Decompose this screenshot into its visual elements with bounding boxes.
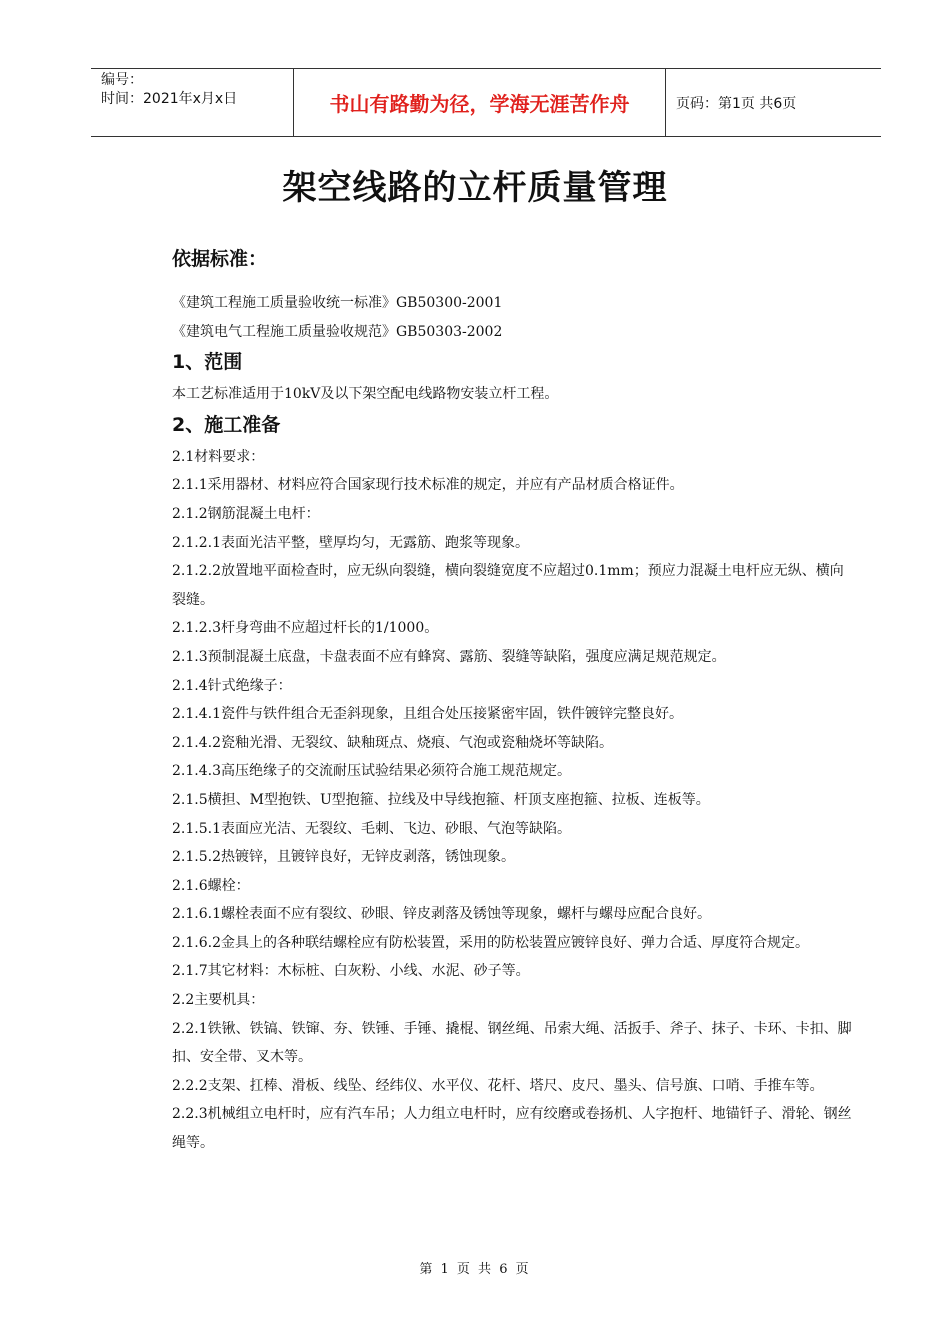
header-motto: 书山有路勤为径，学海无涯苦作舟 [293,69,666,136]
prep-item: 2.1.5.1表面应光洁、无裂纹、毛刺、飞边、砂眼、气泡等缺陷。 [172,820,571,837]
document-body [172,245,852,1158]
page-footer: 第 1 页 共 6 页 [419,1262,531,1277]
header-page-number: 页码：第1页 共6页 [676,95,797,112]
page-header [91,68,881,137]
prep-item: 2.1.5横担、M型抱铁、U型抱箍、拉线及中导线抱箍、杆顶支座抱箍、拉板、连板等。 [172,791,710,808]
prep-item: 2.1.4.3高压绝缘子的交流耐压试验结果必须符合施工规范规定。 [172,763,571,780]
prep-list [172,443,852,1158]
prep-item: 2.2主要机具： [172,992,265,1009]
basis-heading: 依据标准： [172,248,268,270]
prep-item: 2.2.1铁锹、铁镐、铁镩、夯、铁锤、手锤、撬棍、钢丝绳、吊索大绳、活扳手、斧子、抹子、卡环、卡扣、脚扣、安全带、叉木等。 [172,1020,852,1066]
prep-item: 2.1.1采用器材、材料应符合国家现行技术标准的规定，并应有产品材质合格证件。 [172,477,684,494]
prep-item: 2.2.3机械组立电杆时，应有汽车吊；人力组立电杆时，应有绞磨或卷扬机、人字抱杆、地锚钎子、滑轮、钢丝绳等。 [172,1106,852,1152]
prep-item: 2.2.2支架、扛棒、滑板、线坠、经纬仪、水平仪、花杆、塔尺、皮尺、墨头、信号旗、口哨、手推车等。 [172,1077,824,1094]
basis-item: 《建筑电气工程施工质量验收规范》GB50303-2002 [172,323,503,340]
document-time-label: 时间：2021年x月x日 [101,91,238,107]
prep-item: 2.1.5.2热镀锌，且镀锌良好，无锌皮剥落，锈蚀现象。 [172,849,515,866]
prep-item: 2.1.3预制混凝土底盘，卡盘表面不应有蜂窝、露筋、裂缝等缺陷，强度应满足规范规定。 [172,648,726,665]
prep-item: 2.1.4针式绝缘子： [172,677,292,694]
prep-item: 2.1.2钢筋混凝土电杆： [172,505,320,522]
prep-item: 2.1材料要求： [172,448,265,465]
prep-item: 2.1.4.2瓷釉光滑、无裂纹、缺釉斑点、烧痕、气泡或瓷釉烧坏等缺陷。 [172,734,613,751]
scope-heading: 1、范围 [172,351,243,374]
prep-item: 2.1.2.2放置地平面检查时，应无纵向裂缝，横向裂缝宽度不应超过0.1mm；预应力混凝土电杆应无纵、横向裂缝。 [172,563,844,608]
document-title: 架空线路的立杆质量管理 [282,168,668,208]
prep-item: 2.1.6.1螺栓表面不应有裂纹、砂眼、锌皮剥落及锈蚀等现象，螺杆与螺母应配合良好。 [172,906,711,923]
prep-heading: 2、施工准备 [172,413,281,436]
scope-text: 本工艺标准适用于10kV及以下架空配电线路物安装立杆工程。 [172,386,559,403]
prep-item: 2.1.7其它材料：木标桩、白灰粉、小线、水泥、砂子等。 [172,963,530,980]
document-number-label: 编号： [101,72,143,88]
prep-item: 2.1.2.1表面光洁平整，壁厚均匀，无露筋、跑浆等现象。 [172,534,529,551]
prep-item: 2.1.6.2金具上的各种联结螺栓应有防松装置，采用的防松装置应镀锌良好、弹力合适、厚度符合规定。 [172,934,809,951]
prep-item: 2.1.6螺栓： [172,877,250,894]
prep-item: 2.1.2.3杆身弯曲不应超过杆长的1/1000。 [172,620,439,637]
header-meta [91,69,293,136]
prep-item: 2.1.4.1瓷件与铁件组合无歪斜现象，且组合处压接紧密牢固，铁件镀锌完整良好。 [172,706,683,723]
basis-item: 《建筑工程施工质量验收统一标准》GB50300-2001 [172,295,503,311]
